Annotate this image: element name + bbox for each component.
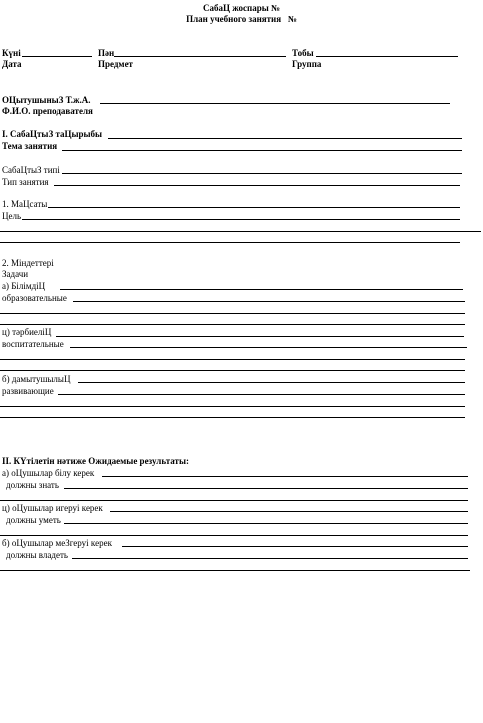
topic-heading-kz: I. СабаЦтыЗ таЦырыбы <box>2 129 103 139</box>
lesson-type-label-kz: СабаЦтыЗ типі <box>2 165 60 175</box>
date-line[interactable] <box>22 56 92 57</box>
edu-task-label-kz: а) БілімдіЦ <box>2 281 46 291</box>
expected-results-heading: II. КYтілетін нәтиже Ожидаемые результаты: <box>2 456 189 466</box>
group-line[interactable] <box>316 56 458 57</box>
able-label-kz: ц) оЦушылар игеруі керек <box>2 503 103 513</box>
dev-task-line-1[interactable] <box>78 382 465 383</box>
plan-title-ru <box>0 14 483 24</box>
upbringing-task-line-1[interactable] <box>56 336 464 337</box>
goal-label-kz: 1. МаЦсаты <box>2 199 48 209</box>
subject-label-kz: Пән <box>98 48 115 58</box>
date-label-ru: Дата <box>2 59 22 69</box>
tasks-label-kz: 2. Міндеттері <box>2 258 54 268</box>
goal-line-2[interactable] <box>22 219 460 220</box>
know-label-kz: а) оЦушылар білу керек <box>2 468 95 478</box>
able-label-ru: должны уметь <box>6 515 61 525</box>
lesson-type-line-1[interactable] <box>62 173 462 174</box>
group-label-ru: Группа <box>292 59 322 69</box>
topic-line-1[interactable] <box>108 138 462 139</box>
dev-task-label-ru: развивающие <box>2 386 54 396</box>
subject-line[interactable] <box>114 56 286 57</box>
plan-number-sign: № <box>287 14 297 24</box>
teacher-label-kz: ОЦытушыныЗ Т.ж.А. <box>2 95 91 105</box>
own-label-ru: должны владеть <box>6 550 69 560</box>
know-line-2[interactable] <box>64 488 468 489</box>
own-line-2[interactable] <box>72 558 468 559</box>
topic-line-2[interactable] <box>62 150 462 151</box>
upbringing-task-line-2[interactable] <box>70 347 467 348</box>
upbringing-task-label-kz: ц) тәрбиелiЦ <box>2 327 52 337</box>
lesson-type-line-2[interactable] <box>54 185 460 186</box>
group-label-kz: Тобы <box>292 48 314 58</box>
own-line-1[interactable] <box>122 546 468 547</box>
dev-task-line-2[interactable] <box>58 394 465 395</box>
goal-line-4[interactable] <box>0 242 460 243</box>
know-line-1[interactable] <box>102 476 468 477</box>
edu-task-line-2[interactable] <box>73 301 465 302</box>
edu-task-line-1[interactable] <box>60 289 463 290</box>
know-label-ru: должны знать <box>6 480 59 490</box>
able-line-1[interactable] <box>110 511 468 512</box>
goal-label-ru: Цель <box>2 211 22 221</box>
teacher-label-ru: Ф.И.О. преподавателя <box>2 106 93 116</box>
dev-task-line-3[interactable] <box>0 406 465 407</box>
upbringing-task-line-3[interactable] <box>0 359 465 360</box>
goal-line-1[interactable] <box>48 207 460 208</box>
plan-title-ru-text: План учебного занятия <box>186 14 282 24</box>
able-line-2[interactable] <box>64 523 468 524</box>
own-line-3[interactable] <box>0 570 470 571</box>
upbringing-task-label-ru: воспитательные <box>2 339 64 349</box>
plan-title-kz: СабаЦ жоспары № <box>202 3 281 13</box>
know-line-3[interactable] <box>0 500 468 501</box>
teacher-line[interactable] <box>100 103 450 104</box>
dev-task-label-kz: б) дамытушылыЦ <box>2 374 71 384</box>
tasks-label-ru: Задачи <box>2 269 29 279</box>
able-line-3[interactable] <box>0 535 468 536</box>
date-label-kz: Күні <box>2 48 21 58</box>
edu-task-line-4[interactable] <box>0 324 465 325</box>
upbringing-task-line-4[interactable] <box>0 370 465 371</box>
edu-task-label-ru: образовательные <box>2 293 67 303</box>
topic-heading-ru: Тема занятия <box>2 141 58 151</box>
subject-label-ru: Предмет <box>98 59 133 69</box>
goal-line-3[interactable] <box>0 231 481 232</box>
dev-task-line-4[interactable] <box>0 417 465 418</box>
lesson-type-label-ru: Тип занятия <box>2 177 49 187</box>
own-label-kz: б) оЦушылар меЗгеруі керек <box>2 538 112 548</box>
edu-task-line-3[interactable] <box>0 313 465 314</box>
